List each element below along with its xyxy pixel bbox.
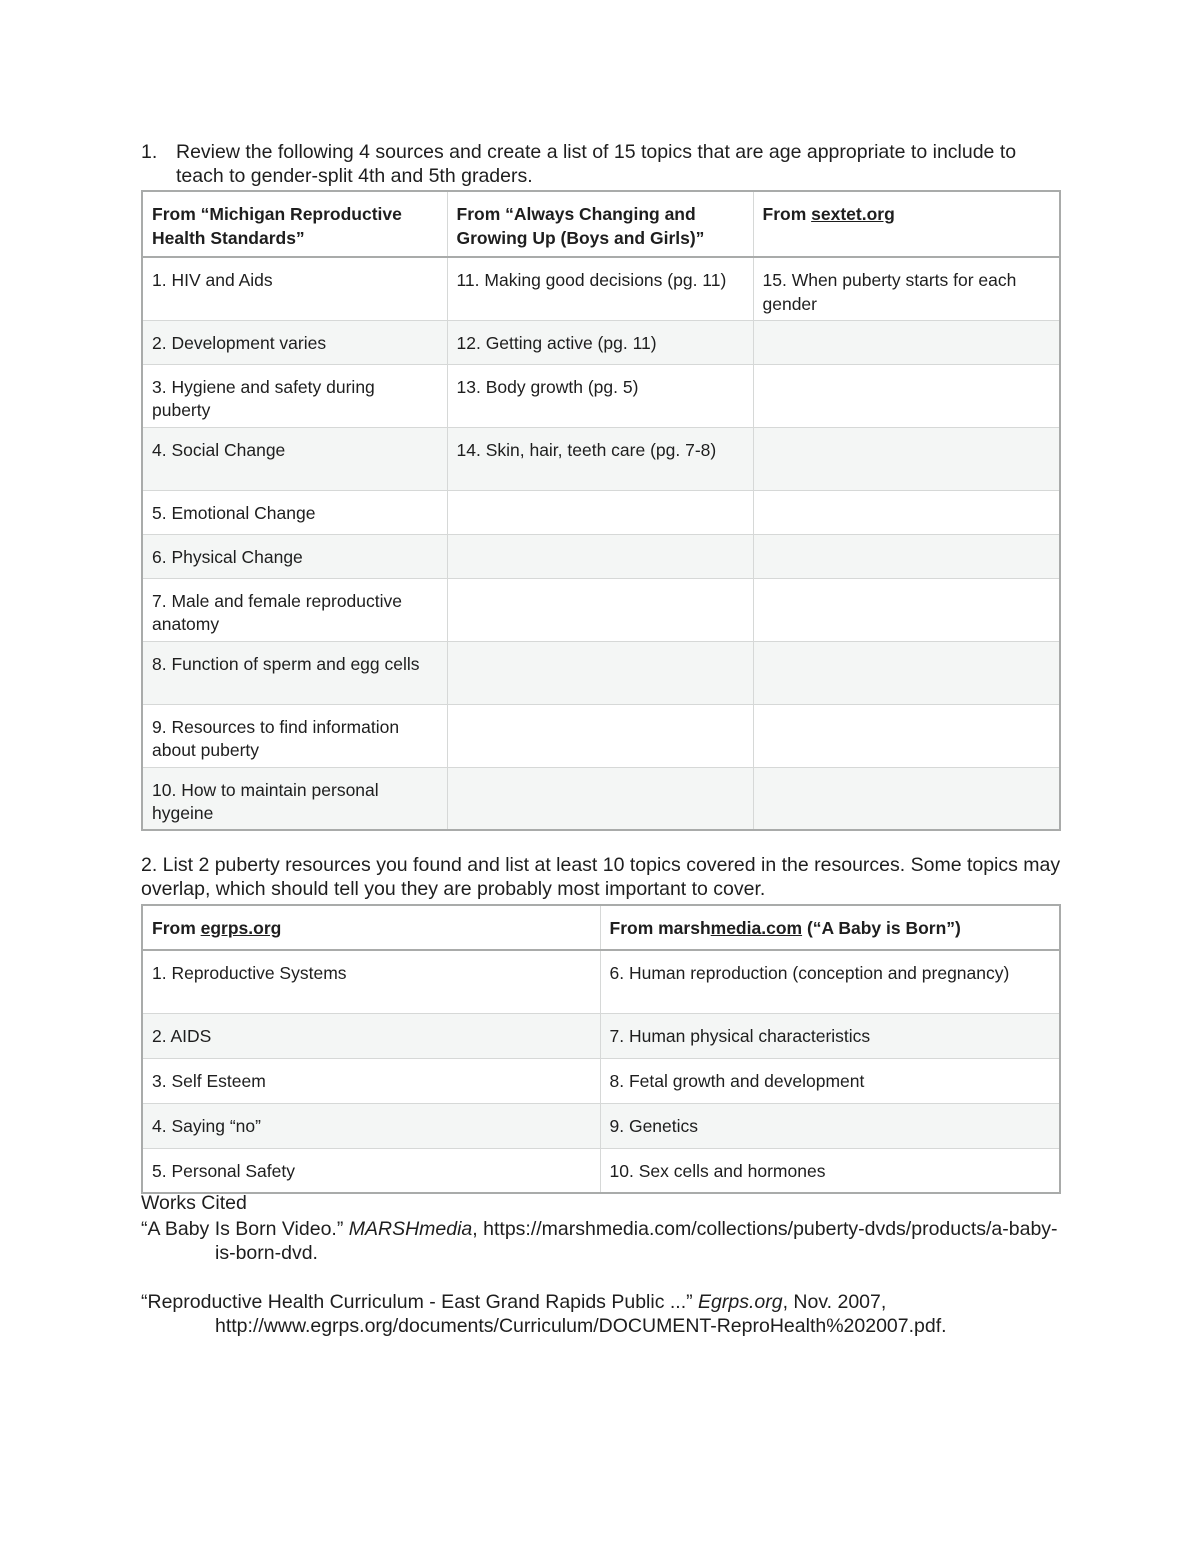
table-cell: 3. Hygiene and safety during puberty <box>142 364 447 427</box>
topics-table-2 <box>141 904 1061 1194</box>
table-row <box>142 1058 1060 1103</box>
header-sextet <box>753 191 1060 257</box>
table-cell: 3. Self Esteem <box>142 1058 600 1103</box>
topics-table-1 <box>141 190 1061 831</box>
table-row <box>142 257 1060 320</box>
citation-details: , https://marshmedia.com/collections/puberty-dvds/products/a-baby-is-born-dvd. <box>215 1218 1058 1264</box>
header-egrps-prefix: From <box>152 918 201 938</box>
citation-details: , Nov. 2007, http://www.egrps.org/documents/Curriculum/DOCUMENT-ReproHealth%202007.pdf. <box>215 1291 947 1337</box>
table-row <box>142 490 1060 534</box>
table-row <box>142 641 1060 704</box>
table-row <box>142 427 1060 490</box>
works-cited-title: Works Cited <box>141 1192 247 1214</box>
table-cell: 7. Male and female reproductive anatomy <box>142 578 447 641</box>
table-cell: 9. Genetics <box>600 1103 1060 1148</box>
works-cited <box>141 1191 1066 1338</box>
citation-entry <box>141 1217 1066 1265</box>
table-cell <box>447 490 753 534</box>
table-cell: 10. Sex cells and hormones <box>600 1148 1060 1193</box>
table-cell: 2. Development varies <box>142 320 447 364</box>
table-cell <box>753 490 1060 534</box>
table-cell: 8. Function of sperm and egg cells <box>142 641 447 704</box>
table-cell <box>753 534 1060 578</box>
table-cell: 10. How to maintain personal hygeine <box>142 767 447 830</box>
table-cell: 15. When puberty starts for each gender <box>753 257 1060 320</box>
table-cell: 11. Making good decisions (pg. 11) <box>447 257 753 320</box>
table-row <box>142 1013 1060 1058</box>
table-cell <box>447 767 753 830</box>
table-cell: 9. Resources to find information about puberty <box>142 704 447 767</box>
table-cell <box>753 641 1060 704</box>
header-marshmedia-prefix: From marsh <box>609 918 711 938</box>
table-cell: 4. Saying “no” <box>142 1103 600 1148</box>
table-row <box>142 1103 1060 1148</box>
table-row <box>142 578 1060 641</box>
egrps-link[interactable]: egrps.org <box>200 918 282 938</box>
table-row <box>142 534 1060 578</box>
citation-source: Egrps.org <box>698 1291 783 1313</box>
header-sextet-prefix: From <box>762 204 812 224</box>
table-cell: 1. HIV and Aids <box>142 257 447 320</box>
table-cell <box>753 704 1060 767</box>
table-cell <box>753 578 1060 641</box>
citation-title: “A Baby Is Born Video.” <box>141 1218 349 1240</box>
header-marshmedia-suffix: (“A Baby is Born”) <box>802 918 961 938</box>
table-cell: 1. Reproductive Systems <box>142 950 600 1013</box>
citation-title: “Reproductive Health Curriculum - East Grand Rapids Public ...” <box>141 1291 699 1313</box>
header-always-changing: From “Always Changing and Growing Up (Boys and Girls)” <box>447 191 753 257</box>
table-row <box>142 704 1060 767</box>
table-cell <box>753 364 1060 427</box>
table-cell: 14. Skin, hair, teeth care (pg. 7-8) <box>447 427 753 490</box>
question-2-text: 2. List 2 puberty resources you found and list at least 10 topics covered in the resources. Some topics may overlap, which should tell you they are probably most important to cover. <box>141 854 1061 900</box>
table-cell <box>447 578 753 641</box>
table-row <box>142 364 1060 427</box>
table-cell: 4. Social Change <box>142 427 447 490</box>
table-cell: 5. Personal Safety <box>142 1148 600 1193</box>
citation-source: MARSHmedia <box>348 1218 473 1240</box>
question-1-text: Review the following 4 sources and create a list of 15 topics that are age appropriate to include to teach to gender-split 4th and 5th graders. <box>176 141 1017 187</box>
citation-entry <box>141 1290 1066 1338</box>
marshmedia-link[interactable]: media.com <box>710 918 803 938</box>
table-header-row <box>142 905 1060 950</box>
table-cell: 6. Physical Change <box>142 534 447 578</box>
table-row <box>142 320 1060 364</box>
header-michigan-standards: From “Michigan Reproductive Health Standards” <box>142 191 447 257</box>
question-1-number: 1. <box>141 141 158 163</box>
sextet-link[interactable]: sextet.org <box>811 204 895 224</box>
table-header-row <box>142 191 1060 257</box>
table-cell <box>447 534 753 578</box>
table-row <box>142 767 1060 830</box>
question-1 <box>141 140 1066 188</box>
table-cell <box>447 641 753 704</box>
table-cell <box>447 704 753 767</box>
table-cell: 12. Getting active (pg. 11) <box>447 320 753 364</box>
table-cell: 6. Human reproduction (conception and pregnancy) <box>600 950 1060 1013</box>
header-marshmedia <box>600 905 1060 950</box>
table-cell: 5. Emotional Change <box>142 490 447 534</box>
header-egrps <box>142 905 600 950</box>
table-row <box>142 950 1060 1013</box>
table-cell: 7. Human physical characteristics <box>600 1013 1060 1058</box>
table-cell <box>753 427 1060 490</box>
table-cell: 8. Fetal growth and development <box>600 1058 1060 1103</box>
table-cell: 2. AIDS <box>142 1013 600 1058</box>
table-cell: 13. Body growth (pg. 5) <box>447 364 753 427</box>
table-cell <box>753 320 1060 364</box>
table-row <box>142 1148 1060 1193</box>
table-cell <box>753 767 1060 830</box>
